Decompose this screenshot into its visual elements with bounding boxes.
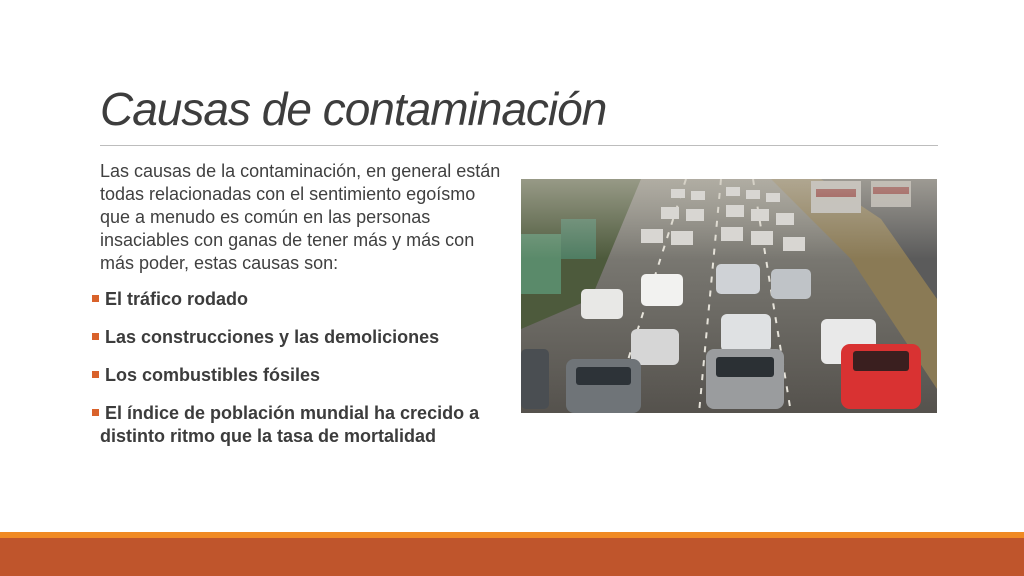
footer-band xyxy=(0,538,1024,576)
list-item xyxy=(92,326,512,349)
list-item-text: Las construcciones y las demoliciones xyxy=(105,327,440,347)
cause-list xyxy=(92,288,512,463)
list-item-text: El tráfico rodado xyxy=(105,289,249,309)
list-item-text-continued: distinto ritmo que la tasa de mortalidad xyxy=(100,426,437,446)
list-item xyxy=(92,402,512,448)
traffic-jam-photo xyxy=(521,179,937,413)
list-item xyxy=(92,288,512,311)
title-divider xyxy=(100,145,938,146)
slide-title: Causas de contaminación xyxy=(100,83,607,135)
list-item-text: Los combustibles fósiles xyxy=(105,365,321,385)
intro-paragraph: Las causas de la contaminación, en general están todas relacionadas con el sentimiento egoísmo que a menudo es común en las personas insaciables con ganas de tener más y más con más poder, estas causas son: xyxy=(100,161,501,273)
list-item xyxy=(92,364,512,387)
list-item-text: El índice de población mundial ha crecido a xyxy=(105,403,480,423)
square-bullet-icon xyxy=(92,371,99,378)
square-bullet-icon xyxy=(92,333,99,340)
square-bullet-icon xyxy=(92,409,99,416)
square-bullet-icon xyxy=(92,295,99,302)
